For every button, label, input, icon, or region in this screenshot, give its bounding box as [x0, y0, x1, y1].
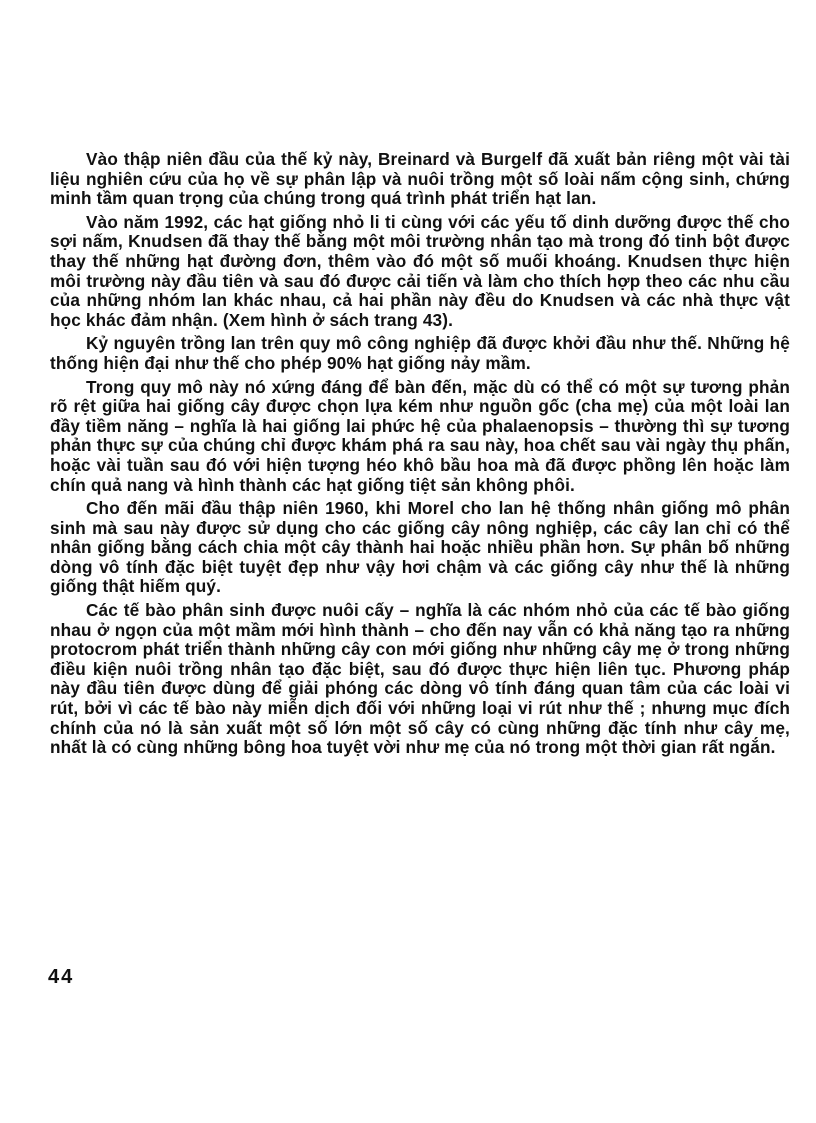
page-body — [50, 150, 790, 762]
paragraph-4: Trong quy mô này nó xứng đáng để bàn đến, mặc dù có thể có một sự tương phản rõ rệt giữa hai giống cây được chọn lựa kém như nguồn gốc (cha mẹ) của một loài lan đầy tiềm năng – nghĩa là hai giống lai phức hệ của phalaenopsis – thường thì sự tương phản thực sự của chúng chỉ được khám phá ra sau này, hoa chết sau vài ngày thụ phấn, hoặc vài tuần sau đó với hiện tượng héo khô bầu hoa mà đã được phồng lên hoặc làm chín quả nang và hình thành các hạt giống tiệt sản không phôi. — [50, 376, 790, 495]
paragraph-2: Vào năm 1992, các hạt giống nhỏ li ti cùng với các yếu tố dinh dưỡng được thế cho sợi nấm, Knudsen đã thay thế bằng một môi trường nhân tạo mà trong đó tinh bột được thay thế những hạt đường đơn, thêm vào đó một số muối khoáng. Knudsen thực hiện môi trường này đầu tiên và sau đó được cải tiến và làm cho thích hợp theo các nhu cầu của những nhóm lan khác nhau, cả hai phần này đều do Knudsen và các nhà thực vật học khác đảm nhận. (Xem hình ở sách trang 43). — [50, 211, 790, 330]
page-number: 44 — [48, 966, 75, 988]
paragraph-5: Cho đến mãi đầu thập niên 1960, khi Morel cho lan hệ thống nhân giống mô phân sinh mà sau này được sử dụng cho các giống cây nông nghiệp, các cây lan chỉ có thể nhân giống bằng cách chia một cây thành hai hoặc nhiều phần hơn. Sự phân bố những dòng vô tính đặc biệt tuyệt đẹp như vậy hơi chậm và các giống cây như thế là những giống thật hiếm quý. — [50, 498, 790, 597]
paragraph-3: Kỷ nguyên trồng lan trên quy mô công nghiệp đã được khởi đầu như thế. Những hệ thống hiện đại như thế cho phép 90% hạt giống nảy mầm. — [50, 333, 790, 373]
paragraph-6: Các tế bào phân sinh được nuôi cấy – nghĩa là các nhóm nhỏ của các tế bào giống nhau ở ngọn của một mầm mới hình thành – cho đến nay vẫn có khả năng tạo ra những protocrom phát triển thành những cây con mới giống như những cây mẹ ở trong những điều kiện nuôi trồng nhân tạo đặc biệt, sau đó được thực hiện liên tục. Phương pháp này đầu tiên được dùng để giải phóng các dòng vô tính đáng quan tâm của các loài vi rút, bởi vì các tế bào này miễn dịch đối với những loại vi rút như thế ; nhưng mục đích chính của nó là sản xuất một số lớn một số cây có cùng những đặc tính như cây mẹ, nhất là có cùng những bông hoa tuyệt vời như mẹ của nó trong một thời gian rất ngắn. — [50, 600, 790, 758]
paragraph-1: Vào thập niên đầu của thế kỷ này, Breinard và Burgelf đã xuất bản riêng một vài tài liệu nghiên cứu của họ về sự phân lập và nuôi trồng một số loài nấm cộng sinh, chứng minh tầm quan trọng của chúng trong quá trình phát triển hạt lan. — [50, 149, 790, 209]
